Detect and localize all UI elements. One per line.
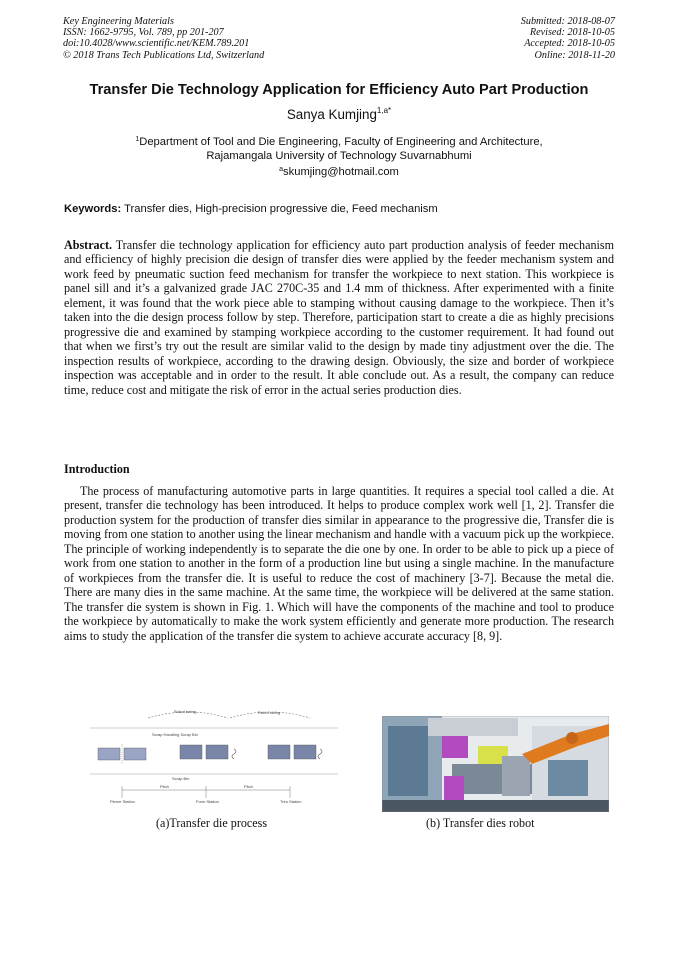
author-name: Sanya Kumjing	[286, 107, 377, 122]
author-line	[30, 106, 648, 122]
email-address[interactable]: skumjing@hotmail.com	[283, 166, 399, 178]
paper-title: Transfer Die Technology Application for Efficiency Auto Part Production	[89, 82, 589, 98]
pierce-station-label: Pierce Station	[110, 799, 135, 804]
online-date: Online: 2018-11-20	[534, 49, 615, 61]
author-affiliation-marker: 1,a*	[376, 106, 392, 115]
affiliation-line-1: Department of Tool and Die Engineering, Faculty of Engineering and Architecture,	[139, 136, 543, 148]
abstract-text: Transfer die technology application for efficiency auto part production analysis of feeder mechanism and efficiency of highly precision die design of transfer dies were applied by the feeder mechanism system and work feed by pneumatic suction feed mechanism for transfer the workpiece to next station. This workpiece is panel sill and it’s a galvanized grade JAC 270C-35 and 1.4 mm of thickness. After experimented with a finite element, it was found that the work piece able to stamping without causing damage to the workpiece. Then it’s taken into the die design process follow by step. Therefore, participation start to create a die as highly precisions progressive die and examined by stamping workpiece according to the customer requirement. It had found out that when we first’s try out the result are similar valid to the design by made tiny adjustment over the die. The inspection results of workpiece, according to the drawing design. Obviously, the size and border of workpiece inspection was acceptable and in order to the result. It able conclude out. As a result, the company can reduce time, reduce cost and mitigate the risk of error in the actual series production dies.	[64, 238, 614, 397]
trim-station-label: Trim Station	[280, 799, 302, 804]
affiliation-marker: 1	[135, 136, 140, 143]
caption-a: (a)Transfer die process	[156, 816, 268, 830]
doi-line[interactable]: doi:10.4028/www.scientific.net/KEM.789.201	[63, 38, 250, 50]
pitch-label-2: Pitch	[244, 784, 253, 789]
introduction-paragraph: The process of manufacturing automotive parts in large quantities. It requires a special tool called a die. At present, transfer die technology has been introduced. It helps to produce complex work well [1, 2]. Transfer die production system for the production of transfer dies similar in appearance to the progressive die, Transfer die is moving from one station to another using the linear mechanism and handle with a vacuum pick up the workpiece. The principle of working independently is to separate the die one by one. In order to be able to pick up a piece of work from one station to another in the form of a production line but using a single machine. In the manufacture of workpieces from the transfer die. It is useful to reduce the cost of machinery [3-7]. Because the metal die. There are many dies in the same machine. At the same time, the workpiece will be delivered at the same station. The transfer die system is shown in Fig. 1. Which will have the components of the machine and tool to produce the workpiece by automatically to make the work system efficiently and generate more production. The research aims to study the application of the transfer die system to achieve accurate accuracy [8, 9].	[64, 484, 614, 643]
journal-name: Key Engineering Materials	[63, 16, 174, 27]
pitch-label-1: Pitch	[160, 784, 169, 789]
affiliation-line-2: Rajamangala University of Technology Suvarnabhumi	[206, 150, 472, 163]
transfer-die-process-diagram	[88, 708, 340, 812]
issn-line: ISSN: 1662-9795, Vol. 789, pp 201-207	[63, 27, 224, 39]
copyright-line: © 2018 Trans Tech Publications Ltd, Switzerland	[63, 49, 265, 61]
affiliation	[30, 133, 648, 164]
accepted-date: Accepted: 2018-10-05	[524, 38, 615, 50]
submitted-date: Submitted: 2018-08-07	[520, 16, 615, 27]
robot-swing-label-1: Robot swing	[174, 709, 197, 714]
introduction-heading: Introduction	[64, 462, 130, 476]
email-marker: a	[279, 166, 284, 173]
keywords	[64, 203, 614, 215]
caption-b: (b) Transfer dies robot	[426, 816, 535, 830]
keywords-label: Keywords:	[64, 203, 122, 215]
form-station-label: Form Station	[196, 799, 219, 804]
author-email	[30, 166, 648, 178]
journal-info	[63, 16, 264, 61]
keywords-text: Transfer dies, High-precision progressive die, Feed mechanism	[121, 203, 438, 215]
scrap-handling-label: Scrap Handling Scrap Bin	[152, 732, 198, 737]
transfer-dies-robot-image	[382, 716, 609, 812]
publication-dates	[521, 16, 615, 61]
scrap-bin-label: Scrap Bin	[172, 776, 190, 781]
abstract-label: Abstract.	[64, 238, 113, 252]
figure-1	[64, 708, 614, 833]
robot-swing-label-2: Robot swing	[258, 710, 281, 715]
abstract	[64, 238, 614, 397]
revised-date: Revised: 2018-10-05	[529, 27, 615, 39]
